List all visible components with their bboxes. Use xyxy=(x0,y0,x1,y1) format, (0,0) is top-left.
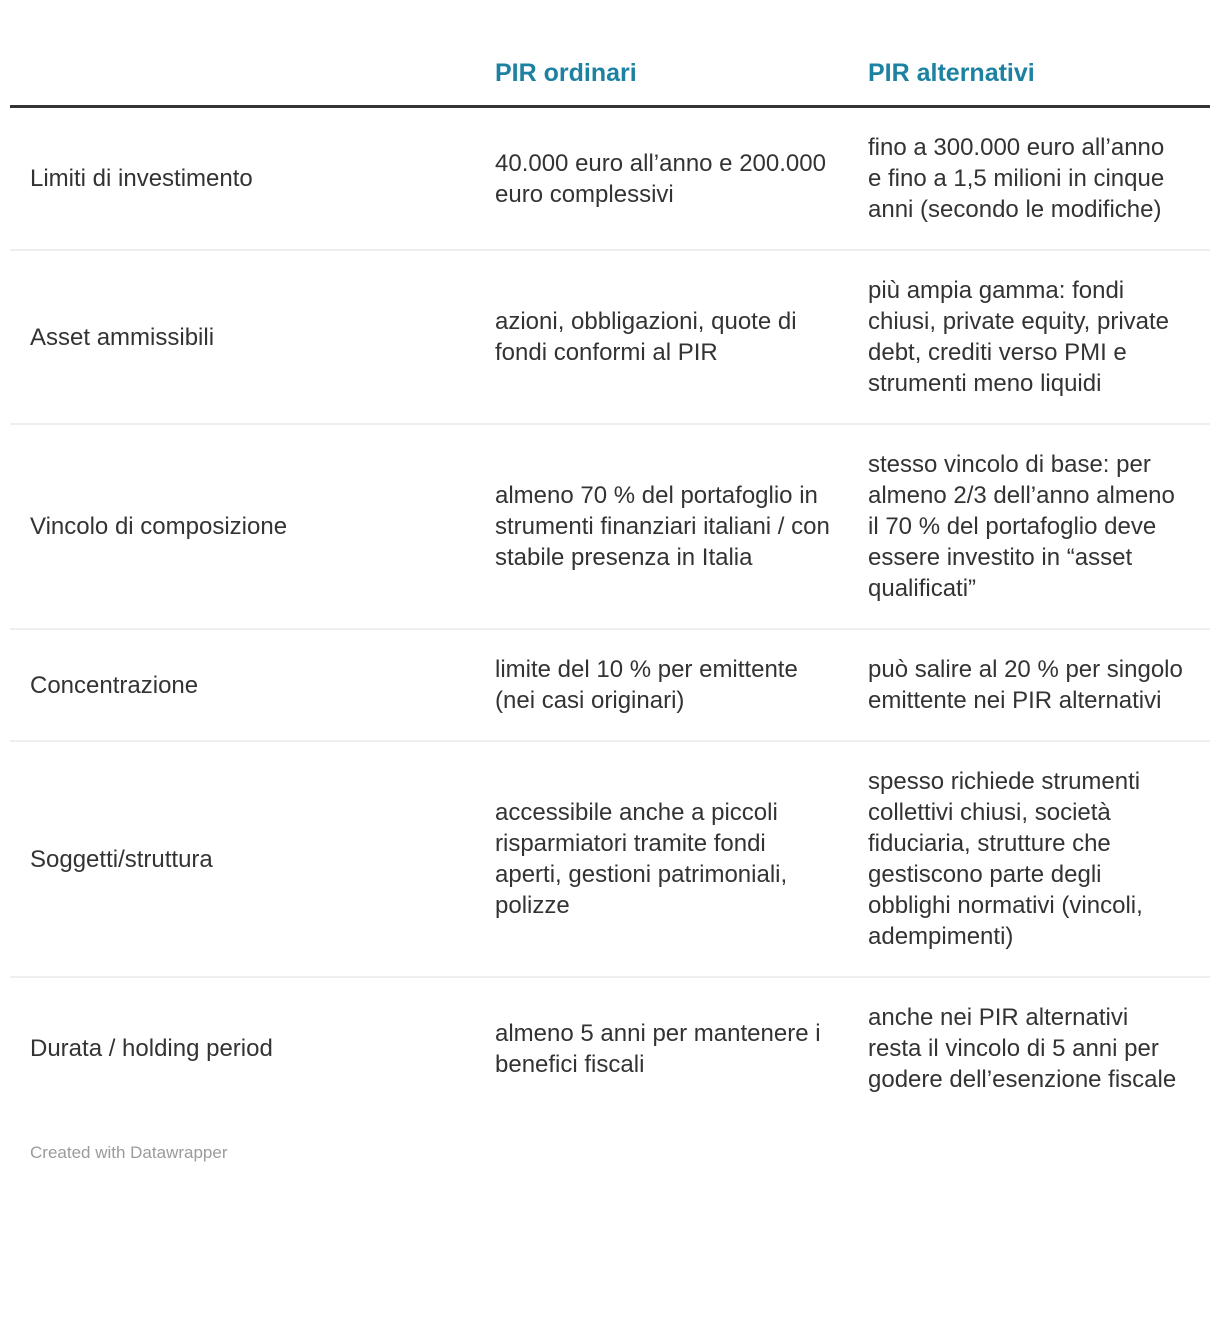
row-label: Limiti di investimento xyxy=(30,165,253,192)
row-label: Concentrazione xyxy=(30,671,199,699)
cell-pir-ordinari: 40.000 euro all’anno e 200.000 euro complessivi xyxy=(495,149,826,208)
cell-pir-alternativi: può salire al 20 % per singolo emittente nei PIR alternativi xyxy=(868,656,1183,714)
table-row xyxy=(10,978,1210,1119)
column-header-empty xyxy=(10,55,495,90)
row-label: Soggetti/struttura xyxy=(30,845,213,873)
cell-pir-alternativi: spesso richiede strumenti collettivi chiusi, società fiduciaria, strutture che gestiscono parte degli obblighi normativi (vincoli, adempimenti) xyxy=(868,768,1143,950)
table-row xyxy=(10,630,1210,742)
table-row xyxy=(10,108,1210,251)
column-header-pir-alternativi: PIR alternativi xyxy=(868,59,1035,87)
cell-pir-ordinari: almeno 5 anni per mantenere i benefici fiscali xyxy=(495,1019,821,1078)
row-label: Asset ammissibili xyxy=(30,323,215,351)
cell-pir-ordinari: limite del 10 % per emittente (nei casi originari) xyxy=(495,656,798,714)
table-row xyxy=(10,251,1210,425)
cell-pir-ordinari: azioni, obbligazioni, quote di fondi conformi al PIR xyxy=(495,308,797,366)
row-label: Durata / holding period xyxy=(30,1035,273,1062)
cell-pir-ordinari: almeno 70 % del portafoglio in strumenti finanziari italiani / con stabile presenza in Italia xyxy=(495,482,830,571)
cell-pir-alternativi: stesso vincolo di base: per almeno 2/3 dell’anno almeno il 70 % del portafoglio deve essere investito in “asset qualificati” xyxy=(868,451,1175,602)
cell-pir-ordinari: accessibile anche a piccoli risparmiatori tramite fondi aperti, gestioni patrimoniali, polizze xyxy=(495,799,788,919)
column-header-pir-ordinari: PIR ordinari xyxy=(495,59,637,87)
table-header-row xyxy=(10,40,1210,108)
cell-pir-alternativi: più ampia gamma: fondi chiusi, private equity, private debt, crediti verso PMI e strumenti meno liquidi xyxy=(868,277,1170,397)
row-label: Vincolo di composizione xyxy=(30,513,288,540)
datawrapper-credit-link[interactable]: Created with Datawrapper xyxy=(30,1143,228,1162)
table-row xyxy=(10,742,1210,978)
cell-pir-alternativi: anche nei PIR alternativi resta il vincolo di 5 anni per godere dell’esenzione fiscale xyxy=(868,1004,1177,1093)
cell-pir-alternativi: fino a 300.000 euro all’anno e fino a 1,5 milioni in cinque anni (secondo le modifiche) xyxy=(868,134,1165,223)
comparison-table xyxy=(10,0,1210,1119)
table-row xyxy=(10,425,1210,630)
